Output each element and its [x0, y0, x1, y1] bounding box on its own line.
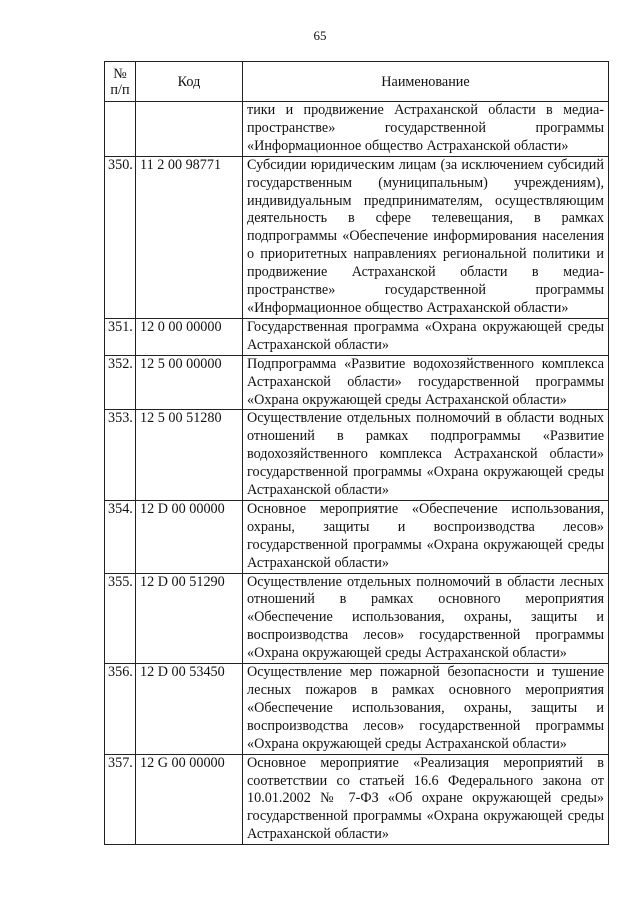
table-row	[105, 318, 609, 355]
row-name: Осуществление мер пожарной безопасности и тушение лесных пожаров в рамках основного мероприятия «Обеспечение использования, охраны, защиты и воспроизводства лесов» государственной программы «Охрана окружающей среды Астраханской области»	[243, 664, 609, 755]
table-row	[105, 664, 609, 755]
row-code	[136, 102, 243, 157]
row-num: 355.	[105, 573, 136, 664]
header-code: Код	[136, 62, 243, 102]
budget-code-table	[104, 61, 609, 845]
row-name: тики и продвижение Астраханской области в медиа-пространстве» государственной программы «Информационное общество Астраханской области»	[243, 102, 609, 157]
row-num: 351.	[105, 318, 136, 355]
row-num	[105, 102, 136, 157]
row-num: 353.	[105, 410, 136, 501]
row-name: Основное мероприятие «Реализация мероприятий в соответствии со статьей 16.6 Федерального закона от 10.01.2002 № 7-ФЗ «Об охране окружающей среды» государственной программы «Охрана окружающей среды Астраханской области»	[243, 754, 609, 845]
table-row	[105, 573, 609, 664]
table-row	[105, 156, 609, 318]
table-row	[105, 102, 609, 157]
table-row	[105, 754, 609, 845]
row-code: 11 2 00 98771	[136, 156, 243, 318]
row-name: Основное мероприятие «Обеспечение использования, охраны, защиты и воспроизводства лесов» государственной программы «Охрана окружающей среды Астраханской области»	[243, 500, 609, 573]
table-header-row	[105, 62, 609, 102]
row-num: 356.	[105, 664, 136, 755]
row-name: Государственная программа «Охрана окружающей среды Астраханской области»	[243, 318, 609, 355]
row-code: 12 D 00 00000	[136, 500, 243, 573]
row-num: 350.	[105, 156, 136, 318]
row-name: Осуществление отдельных полномочий в области водных отношений в рамках подпрограммы «Развитие водохозяйственного комплекса Астраханской области» государственной программы «Охрана окружающей среды Астраханской области»	[243, 410, 609, 501]
row-num: 354.	[105, 500, 136, 573]
page-number: 65	[313, 28, 327, 43]
row-name: Подпрограмма «Развитие водохозяйственного комплекса Астраханской области» государственной программы «Охрана окружающей среды Астраханской области»	[243, 355, 609, 410]
row-code: 12 D 00 51290	[136, 573, 243, 664]
row-code: 12 D 00 53450	[136, 664, 243, 755]
row-num: 357.	[105, 754, 136, 845]
table-row	[105, 355, 609, 410]
row-num: 352.	[105, 355, 136, 410]
table-row	[105, 500, 609, 573]
row-code: 12 G 00 00000	[136, 754, 243, 845]
row-code: 12 0 00 00000	[136, 318, 243, 355]
row-name: Осуществление отдельных полномочий в области лесных отношений в рамках основного мероприятия «Обеспечение использования, охраны, защиты и воспроизводства лесов» государственной программы «Охрана окружающей среды Астраханской области»	[243, 573, 609, 664]
row-name: Субсидии юридическим лицам (за исключением субсидий государственным (муниципальным) учреждениям), индивидуальным предпринимателям, осуществляющим деятельность в сфере телевещания, в рамках подпрограммы «Обеспечение информирования населения о приоритетных направлениях региональной политики и продвижение Астраханской области в медиа-пространстве» государственной программы «Информационное общество Астраханской области»	[243, 156, 609, 318]
row-code: 12 5 00 51280	[136, 410, 243, 501]
table-row	[105, 410, 609, 501]
header-num: № п/п	[105, 62, 136, 102]
header-name: Наименование	[243, 62, 609, 102]
row-code: 12 5 00 00000	[136, 355, 243, 410]
